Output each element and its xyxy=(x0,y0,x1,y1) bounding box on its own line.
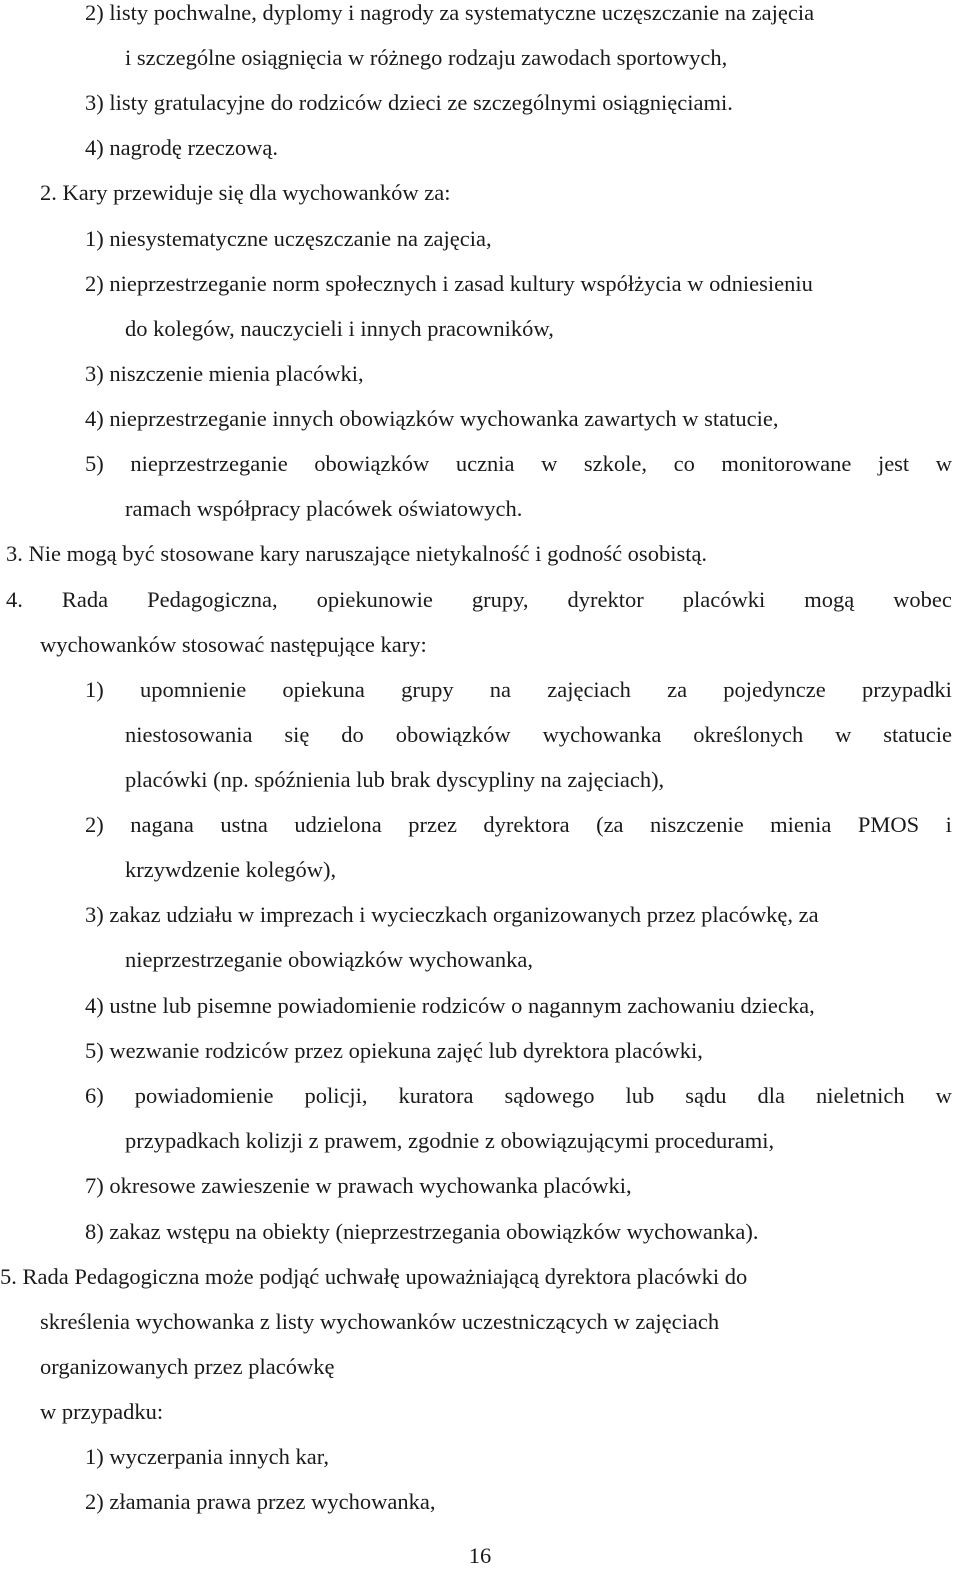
text-line: 5) wezwanie rodziców przez opiekuna zajęć lub dyrektora placówki, xyxy=(85,1038,703,1063)
text-line: przypadkach kolizji z prawem, zgodnie z obowiązującymi procedurami, xyxy=(125,1128,775,1153)
section-heading: 4. Rada Pedagogiczna, opiekunowie grupy, dyrektor placówki mogą wobec xyxy=(6,587,952,612)
text-line: organizowanych przez placówkę xyxy=(40,1354,335,1379)
text-line: 7) okresowe zawieszenie w prawach wychowanka placówki, xyxy=(85,1173,632,1198)
text-line: w przypadku: xyxy=(40,1399,164,1424)
text-line: 6) powiadomienie policji, kuratora sądowego lub sądu dla nieletnich w xyxy=(85,1083,952,1108)
text-line: 4) nieprzestrzeganie innych obowiązków wychowanka zawartych w statucie, xyxy=(85,406,779,431)
text-line: 4) nagrodę rzeczową. xyxy=(85,135,279,160)
text-line: 3) listy gratulacyjne do rodziców dzieci ze szczególnymi osiągnięciami. xyxy=(85,90,733,115)
text-line: 4) ustne lub pisemne powiadomienie rodziców o nagannym zachowaniu dziecka, xyxy=(85,993,815,1018)
text-line: 2) listy pochwalne, dyplomy i nagrody za systematyczne uczęszczanie na zajęcia xyxy=(85,0,815,25)
text-line: i szczególne osiągnięcia w różnego rodzaju zawodach sportowych, xyxy=(125,45,728,70)
text-line: 5) nieprzestrzeganie obowiązków ucznia w szkole, co monitorowane jest w xyxy=(85,451,952,476)
text-line: do kolegów, nauczycieli i innych pracowników, xyxy=(125,316,554,341)
section-heading: 3. Nie mogą być stosowane kary naruszające nietykalność i godność osobistą. xyxy=(6,541,708,566)
text-line: 3) zakaz udziału w imprezach i wycieczkach organizowanych przez placówkę, za xyxy=(85,902,819,927)
text-line: skreślenia wychowanka z listy wychowanków uczestniczących w zajęciach xyxy=(40,1309,720,1334)
text-line: 1) niesystematyczne uczęszczanie na zajęcia, xyxy=(85,226,492,251)
text-line: placówki (np. spóźnienia lub brak dyscypliny na zajęciach), xyxy=(125,767,665,792)
text-line: 1) upomnienie opiekuna grupy na zajęciach za pojedyncze przypadki xyxy=(85,677,952,702)
page-number: 16 xyxy=(468,1543,492,1568)
text-line: 8) zakaz wstępu na obiekty (nieprzestrzegania obowiązków wychowanka). xyxy=(85,1219,759,1244)
text-line: nieprzestrzeganie obowiązków wychowanka, xyxy=(125,947,533,972)
text-line: 1) wyczerpania innych kar, xyxy=(85,1444,329,1469)
text-line: wychowanków stosować następujące kary: xyxy=(40,632,427,657)
text-line: 2) nagana ustna udzielona przez dyrektora (za niszczenie mienia PMOS i xyxy=(85,812,952,837)
section-heading: 2. Kary przewiduje się dla wychowanków za: xyxy=(40,180,451,205)
text-line: niestosowania się do obowiązków wychowanka określonych w statucie xyxy=(125,722,952,747)
text-line: 3) niszczenie mienia placówki, xyxy=(85,361,364,386)
text-line: ramach współpracy placówek oświatowych. xyxy=(125,496,523,521)
text-line: krzywdzenie kolegów), xyxy=(125,857,337,882)
text-line: 2) nieprzestrzeganie norm społecznych i zasad kultury współżycia w odniesieniu xyxy=(85,271,813,296)
section-heading: 5. Rada Pedagogiczna może podjąć uchwałę upoważniającą dyrektora placówki do xyxy=(0,1264,748,1289)
text-line: 2) złamania prawa przez wychowanka, xyxy=(85,1489,436,1514)
